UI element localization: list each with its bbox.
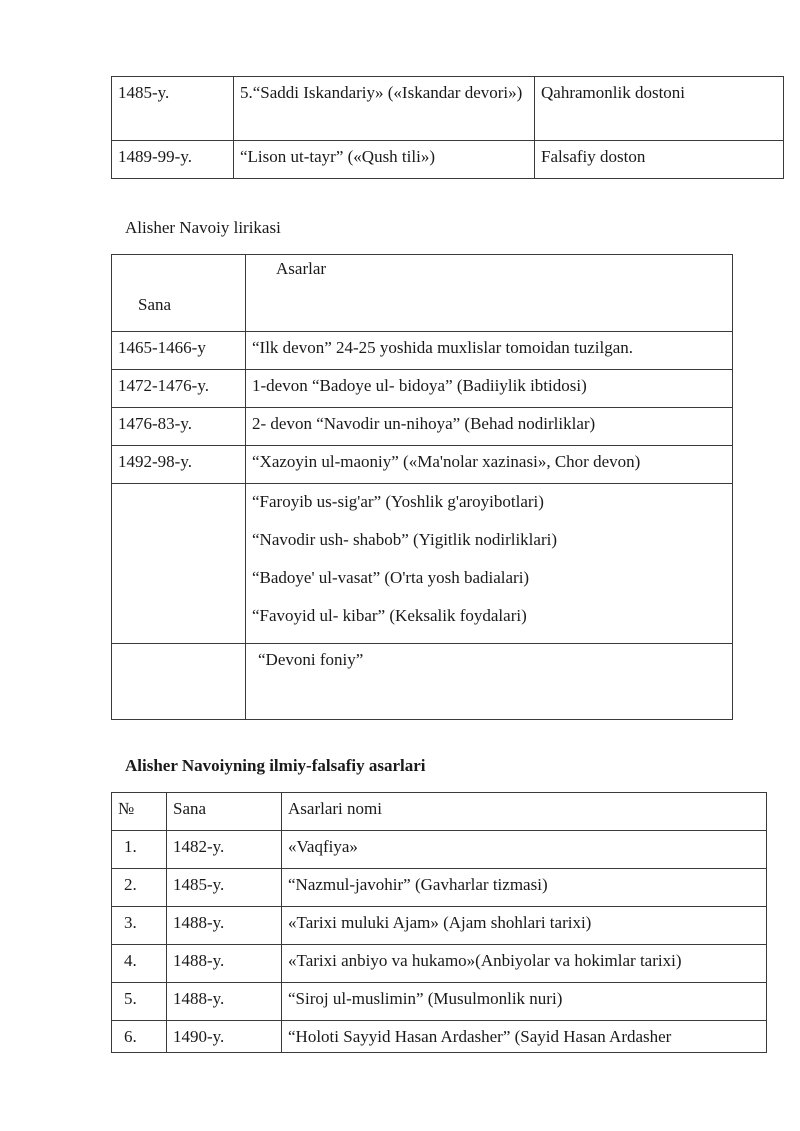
date-cell: 1485-y.: [118, 83, 170, 102]
work-title-cell: “Lison ut-tayr” («Qush tili»): [240, 147, 435, 166]
title-cell: “Nazmul-javohir” (Gavharlar tizmasi): [288, 875, 548, 894]
date-cell: 1489-99-y.: [118, 147, 192, 166]
table-row: [112, 831, 767, 869]
epic-works-table: [111, 76, 784, 179]
date-cell: 1485-y.: [173, 875, 225, 894]
table-row: [112, 484, 733, 644]
genre-cell: Qahramonlik dostoni: [541, 83, 686, 102]
table-header-row: [112, 793, 767, 831]
work-cell: “Xazoyin ul-maoniy” («Ma'nolar xazinasi», Chor devon): [252, 452, 641, 471]
empty-cell: [112, 484, 246, 644]
header-title: Asarlari nomi: [288, 799, 382, 818]
header-number: №: [118, 799, 135, 818]
table-row: [112, 1021, 767, 1053]
table-row: [112, 869, 767, 907]
table-row: [112, 446, 733, 484]
number-cell: 6.: [124, 1027, 137, 1046]
lyrics-table: [111, 254, 733, 720]
date-cell: 1472-1476-y.: [118, 376, 209, 395]
header-date: Sana: [173, 799, 207, 818]
table-row: [112, 370, 733, 408]
list-item: “Badoye' ul-vasat” (O'rta yosh badialari): [252, 568, 530, 587]
table-row: [112, 408, 733, 446]
table-header-row: [112, 255, 733, 332]
scientific-works-table: [111, 792, 767, 1053]
scientific-section-heading: Alisher Navoiyning ilmiy-falsafiy asarlari: [125, 756, 426, 775]
table-row: [112, 332, 733, 370]
table-row: [112, 77, 784, 141]
title-cell: «Vaqfiya»: [288, 837, 358, 856]
date-cell: 1492-98-y.: [118, 452, 192, 471]
date-cell: 1482-y.: [173, 837, 225, 856]
title-cell: «Tarixi muluki Ajam» (Ajam shohlari tarixi): [288, 913, 592, 932]
header-date: Sana: [138, 295, 172, 314]
work-title-cell: 5.“Saddi Iskandariy» («Iskandar devori»): [240, 83, 523, 102]
list-item: “Navodir ush- shabob” (Yigitlik nodirliklari): [252, 530, 557, 549]
date-cell: 1490-y.: [173, 1027, 225, 1046]
title-cell: “Siroj ul-muslimin” (Musulmonlik nuri): [288, 989, 563, 1008]
work-cell: “Ilk devon” 24-25 yoshida muxlislar tomoidan tuzilgan.: [252, 338, 634, 357]
work-cell: “Devoni foniy”: [258, 650, 364, 669]
title-cell: “Holoti Sayyid Hasan Ardasher” (Sayid Hasan Ardasher: [288, 1027, 672, 1046]
header-works: Asarlar: [276, 259, 327, 278]
table-row: [112, 907, 767, 945]
list-item: “Favoyid ul- kibar” (Keksalik foydalari): [252, 606, 527, 625]
chor-devon-list: [246, 484, 732, 643]
number-cell: 3.: [124, 913, 137, 932]
table-row: [112, 644, 733, 720]
number-cell: 2.: [124, 875, 137, 894]
date-cell: 1488-y.: [173, 989, 225, 1008]
title-cell: «Tarixi anbiyo va hukamo»(Anbiyolar va hokimlar tarixi): [288, 951, 682, 970]
genre-cell: Falsafiy doston: [541, 147, 646, 166]
lyric-section-heading: Alisher Navoiy lirikasi: [125, 218, 281, 237]
table-row: [112, 983, 767, 1021]
date-cell: 1476-83-y.: [118, 414, 192, 433]
work-cell: 1-devon “Badoye ul- bidoya” (Badiiylik ibtidosi): [252, 376, 587, 395]
empty-cell: [112, 644, 246, 720]
list-item: “Faroyib us-sig'ar” (Yoshlik g'aroyibotlari): [252, 492, 544, 511]
number-cell: 4.: [124, 951, 137, 970]
table-row: [112, 141, 784, 179]
number-cell: 5.: [124, 989, 137, 1008]
number-cell: 1.: [124, 837, 137, 856]
work-cell: 2- devon “Navodir un-nihoya” (Behad nodirliklar): [252, 414, 596, 433]
table-row: [112, 945, 767, 983]
date-cell: 1488-y.: [173, 951, 225, 970]
date-cell: 1488-y.: [173, 913, 225, 932]
date-cell: 1465-1466-y: [118, 338, 206, 357]
